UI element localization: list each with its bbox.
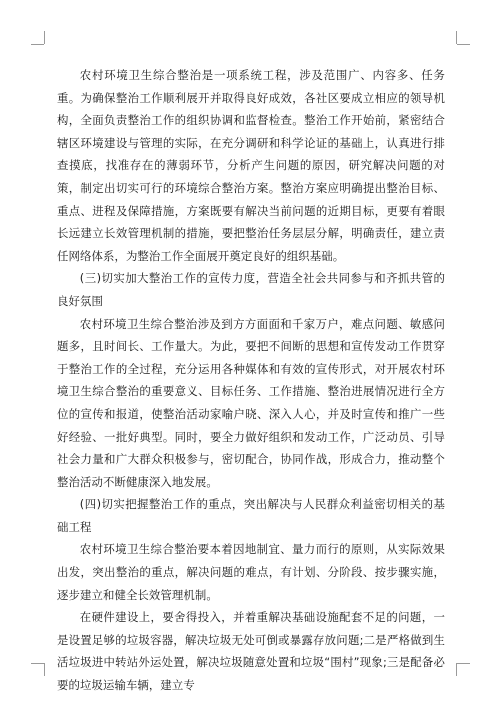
crop-mark-top-left-h [31, 44, 44, 45]
section-heading-key-points: (四)切实把握整治工作的重点，突出解决与人民群众利益密切相关的基础工程 [57, 497, 445, 534]
document-body [57, 64, 445, 697]
paragraph-organization: 农村环境卫生综合整治是一项系统工程，涉及范围广、内容多、任务重。为确保整治工作顺利展开并取得良好成效，各社区要成立相应的领导机构，全面负责整治工作的组织协调和监督检查。整治工作开始前，紧密结合辖区环境建设与管理的实际，在充分调研和科学论证的基础上，认真进行排查摸底，找准存在的薄弱环节，分析产生问题的原因，研究解决问题的对策，制定出切实可行的环境综合整治方案。整治方案应明确提出整治目标、重点、进程及保障措施，方案既要有解决当前问题的近期目标，更要有着眼长远建立长效管理机制的措施，要把整治任务层层分解，明确责任，建立责任网络体系，为整治工作全面展开奠定良好的组织基础。 [57, 68, 445, 263]
crop-mark-top-right-h [457, 44, 470, 45]
paragraph-hardware-construction: 在硬件建设上，要舍得投入，并着重解决基础设施配套不足的问题，一是设置足够的垃圾容器，解决垃圾无处可倒或暴露存放问题;二是严格做到生活垃圾进中转站外运处置，解决垃圾随意处置和垃圾“围村”现象;三是配备必要的垃圾运输车辆，建立专 [57, 610, 445, 693]
crop-mark-bottom-left-h [31, 663, 44, 664]
paragraph-key-points: 农村环境卫生综合整治要本着因地制宜、量力而行的原则，从实际效果出发，突出整治的重点，解决问题的难点，有计划、分阶段、按步骤实施，逐步建立和健全长效管理机制。 [57, 542, 445, 602]
crop-mark-bottom-left-v [44, 663, 45, 676]
crop-mark-bottom-right-h [457, 663, 470, 664]
crop-mark-bottom-right-v [456, 663, 457, 676]
section-heading-publicity: (三)切实加大整治工作的宣传力度，营造全社会共同参与和齐抓共管的良好氛围 [57, 271, 445, 308]
crop-mark-top-right-v [456, 31, 457, 44]
crop-mark-top-left-v [44, 31, 45, 44]
paragraph-publicity: 农村环境卫生综合整治涉及到方方面面和千家万户，难点问题、敏感问题多，且时间长、工作量大。为此，要把不间断的思想和宣传发动工作贯穿于整治工作的全过程，充分运用各种媒体和有效的宣传形式，对开展农村环境卫生综合整治的重要意义、目标任务、工作措施、整治进展情况进行全方位的宣传和报道，使整治活动家喻户晓、深入人心，并及时宣传和推广一些好经验、一批好典型。同时，要全力做好组织和发动工作，广泛动员、引导社会力量和广大群众积极参与，密切配合，协同作战，形成合力，推动整个整治活动不断健康深入地发展。 [57, 316, 445, 489]
